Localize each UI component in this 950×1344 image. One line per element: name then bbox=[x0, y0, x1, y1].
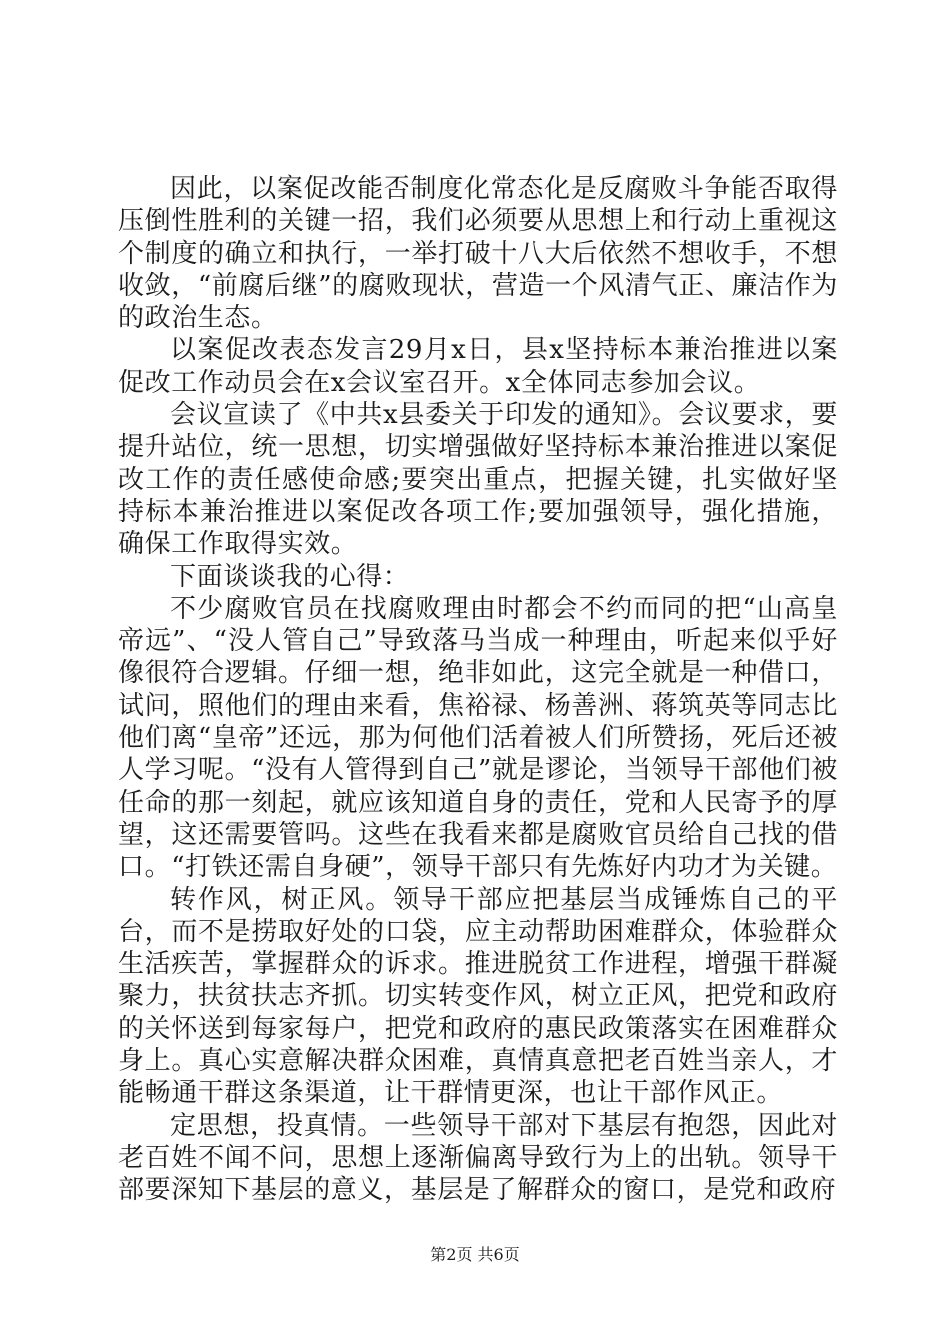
document-body bbox=[118, 173, 838, 1207]
paragraph: 定思想，投真情。一些领导干部对下基层有抱怨，因此对老百姓不闻不问，思想上逐渐偏离导致行为上的出轨。领导干部要深知下基层的意义，基层是了解群众的窗口，是党和政府 bbox=[118, 1110, 838, 1206]
paragraph: 转作风，树正风。领导干部应把基层当成锤炼自己的平台，而不是捞取好处的口袋，应主动帮助困难群众，体验群众生活疾苦，掌握群众的诉求。推进脱贫工作进程，增强干群凝聚力，扶贫扶志齐抓。切实转变作风，树立正风，把党和政府的关怀送到每家每户，把党和政府的惠民政策落实在困难群众身上。真心实意解决群众困难，真情真意把老百姓当亲人，才能畅通干群这条渠道，让干群情更深，也让干部作风正。 bbox=[118, 884, 838, 1109]
paragraph: 不少腐败官员在找腐败理由时都会不约而同的把“山高皇帝远”、“没人管自己”导致落马当成一种理由，听起来似乎好像很符合逻辑。仔细一想，绝非如此，这完全就是一种借口，试问，照他们的理由来看，焦裕禄、杨善洲、蒋筑英等同志比他们离“皇帝”还远，那为何他们活着被人们所赞扬，死后还被人学习呢。“没有人管得到自己”就是谬论，当领导干部他们被任命的那一刻起，就应该知道自身的责任，党和人民寄予的厚望，这还需要管吗。这些在我看来都是腐败官员给自己找的借口。“打铁还需自身硬”，领导干部只有先炼好内功才为关键。 bbox=[118, 593, 838, 883]
paragraph: 以案促改表态发言29月x日，县x坚持标本兼治推进以案促改工作动员会在x会议室召开。x全体同志参加会议。 bbox=[118, 335, 838, 398]
paragraph: 因此，以案促改能否制度化常态化是反腐败斗争能否取得压倒性胜利的关键一招，我们必须要从思想上和行动上重视这个制度的确立和执行，一举打破十八大后依然不想收手，不想收敛，“前腐后继”的腐败现状，营造一个风清气正、廉洁作为的政治生态。 bbox=[118, 174, 838, 334]
paragraph: 会议宣读了《中共x县委关于印发的通知》。会议要求，要提升站位，统一思想，切实增强做好坚持标本兼治推进以案促改工作的责任感使命感;要突出重点，把握关键，扎实做好坚持标本兼治推进以案促改各项工作;要加强领导，强化措施，确保工作取得实效。 bbox=[118, 400, 838, 560]
page-number-label: 第2页 共6页 bbox=[430, 1245, 520, 1264]
page-footer bbox=[0, 1245, 950, 1265]
paragraph: 下面谈谈我的心得： bbox=[170, 561, 410, 592]
